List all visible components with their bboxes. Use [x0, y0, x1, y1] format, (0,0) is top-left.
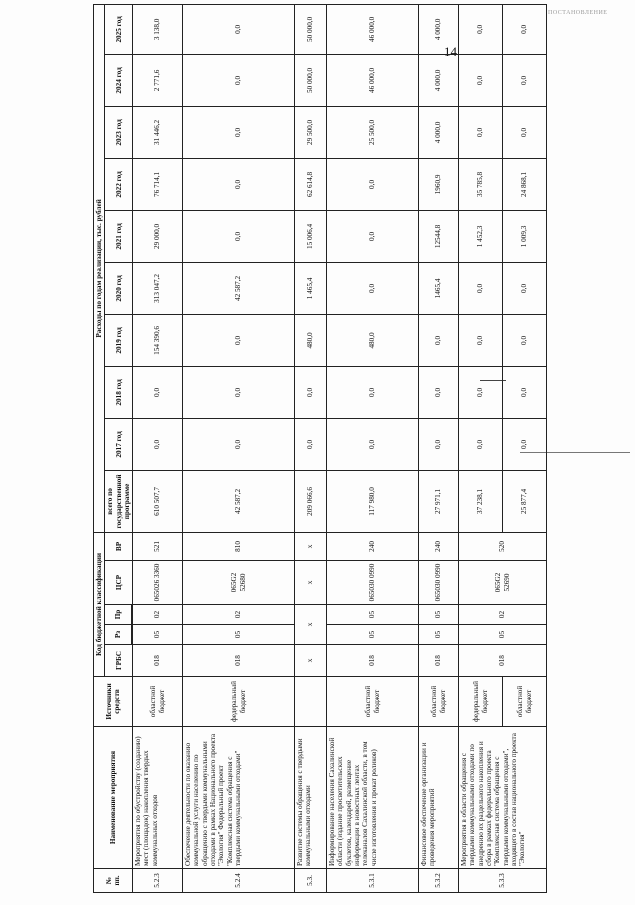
row-year-value: 2 771,6: [133, 54, 183, 106]
row-source: областной бюджет: [503, 677, 547, 727]
row-year-value: 0,0: [503, 54, 547, 106]
row-year-value: 0,0: [419, 418, 459, 470]
row-csr: 065030 0990: [327, 561, 419, 605]
col-csr-header: ЦСР: [105, 561, 133, 605]
row-csr: 065G2 52680: [183, 561, 295, 605]
row-year-value: 0,0: [327, 262, 419, 314]
row-year-value: 0,0: [327, 210, 419, 262]
table-row: [459, 4, 503, 892]
col-year-header: 2017 год: [105, 418, 133, 470]
table-row: [419, 4, 459, 892]
row-year-value: 0,0: [133, 366, 183, 418]
row-year-value: 0,0: [459, 366, 503, 418]
row-year-value: 0,0: [183, 106, 295, 158]
row-vr: 810: [183, 532, 295, 560]
row-year-value: 24 868,1: [503, 158, 547, 210]
row-year-value: 50 000,0: [295, 54, 327, 106]
row-year-value: 0,0: [183, 418, 295, 470]
row-pr: 05: [419, 605, 459, 625]
row-csr: х: [295, 561, 327, 605]
col-source-header: Источники средств: [94, 677, 133, 727]
row-grbs: х: [295, 645, 327, 677]
col-grbs-header: ГРБС: [105, 645, 133, 677]
row-year-value: 480,0: [327, 314, 419, 366]
row-year-value: 0,0: [503, 4, 547, 54]
row-year-value: 0,0: [183, 366, 295, 418]
col-year-header: 2024 год: [105, 54, 133, 106]
row-csr: 065030 0990: [419, 561, 459, 605]
row-total: 209 066,6: [295, 470, 327, 532]
row-num: 5.2.3: [133, 869, 183, 893]
row-year-value: 35 785,8: [459, 158, 503, 210]
row-year-value: 0,0: [459, 54, 503, 106]
row-csr: 065026 3360: [133, 561, 183, 605]
row-year-value: 0,0: [459, 106, 503, 158]
row-year-value: 29 000,0: [133, 210, 183, 262]
row-grbs: 018: [459, 645, 547, 677]
row-rz: 05: [133, 625, 183, 645]
page-number: 14: [444, 44, 457, 59]
row-rz-pr: х: [295, 605, 327, 645]
row-year-value: 0,0: [503, 366, 547, 418]
row-year-value: 12544,8: [419, 210, 459, 262]
col-expenses-group-header: Расходы по годам реализации, тыс. рублей: [94, 4, 105, 532]
row-year-value: 0,0: [183, 210, 295, 262]
row-year-value: 50 000,0: [295, 4, 327, 54]
row-rz: 05: [459, 625, 547, 645]
row-year-value: 25 500,0: [327, 106, 419, 158]
row-year-value: 0,0: [327, 366, 419, 418]
row-year-value: 0,0: [327, 158, 419, 210]
col-num-header: № пп.: [94, 869, 133, 893]
row-year-value: 0,0: [183, 4, 295, 54]
row-year-value: 1465,4: [419, 262, 459, 314]
row-year-value: 0,0: [503, 314, 547, 366]
table-row: [327, 4, 419, 892]
row-year-value: 0,0: [133, 418, 183, 470]
row-num: 5.3.: [295, 869, 327, 893]
row-vr: 520: [459, 532, 547, 560]
row-grbs: 018: [133, 645, 183, 677]
row-year-value: 76 714,1: [133, 158, 183, 210]
row-num: 5.3.2: [419, 869, 459, 893]
row-rz: 05: [183, 625, 295, 645]
row-source: федеральный бюджет: [459, 677, 503, 727]
row-source: федеральный бюджет: [183, 677, 295, 727]
col-code-group-header: Код бюджетной классификации: [94, 532, 105, 676]
row-csr: 065G2 52690: [459, 561, 547, 605]
row-year-value: 15 006,4: [295, 210, 327, 262]
row-total: 27 971,1: [419, 470, 459, 532]
row-name: Информирование населения Сахалинской области (издание просветительских буклетов, календарей, размещение информации в новостных лентах телеканалов Сахалинской области, в том числе изготовления и прокат роликов): [327, 727, 419, 869]
col-rz-header: Рз: [105, 625, 132, 645]
row-year-value: 0,0: [183, 158, 295, 210]
row-total: 610 507,7: [133, 470, 183, 532]
row-year-value: 480,0: [295, 314, 327, 366]
row-year-value: 31 446,2: [133, 106, 183, 158]
row-year-value: 313 047,2: [133, 262, 183, 314]
table-row: [133, 4, 183, 892]
row-year-value: 0,0: [503, 262, 547, 314]
budget-table: [93, 4, 547, 893]
row-grbs: 018: [327, 645, 419, 677]
row-name: Развитие системы обращения с твердыми коммунальными отходами: [295, 727, 327, 869]
col-pr-header: Пр: [105, 605, 132, 625]
row-vr: 521: [133, 532, 183, 560]
row-pr: 05: [327, 605, 419, 625]
row-year-value: 0,0: [459, 4, 503, 54]
row-year-value: 1 009,3: [503, 210, 547, 262]
row-source: областной бюджет: [327, 677, 419, 727]
row-year-value: 0,0: [419, 366, 459, 418]
col-name-header: Наименование мероприятия: [94, 727, 133, 869]
row-rz: 05: [327, 625, 419, 645]
row-year-value: 1960,9: [419, 158, 459, 210]
row-year-value: 4 000,0: [419, 106, 459, 158]
col-year-header: 2021 год: [105, 210, 133, 262]
col-year-header: 2020 год: [105, 262, 133, 314]
row-year-value: 0,0: [503, 418, 547, 470]
row-num: 5.2.4: [183, 869, 295, 893]
row-year-value: 0,0: [459, 418, 503, 470]
row-name: Финансовое обеспечение организации и проведения мероприятий: [419, 727, 459, 869]
table-row: [183, 4, 295, 892]
row-year-value: 1 452,3: [459, 210, 503, 262]
row-year-value: 0,0: [459, 314, 503, 366]
row-year-value: 1 465,4: [295, 262, 327, 314]
row-source: областной бюджет: [133, 677, 183, 727]
row-vr: 240: [419, 532, 459, 560]
row-year-value: 0,0: [295, 366, 327, 418]
row-year-value: 0,0: [459, 262, 503, 314]
row-year-value: 3 138,0: [133, 4, 183, 54]
row-num: 5.3.1: [327, 869, 419, 893]
row-year-value: 0,0: [183, 314, 295, 366]
row-year-value: 0,0: [183, 54, 295, 106]
row-year-value: 42 587,2: [183, 262, 295, 314]
row-vr: х: [295, 532, 327, 560]
col-year-header: 2018 год: [105, 366, 133, 418]
row-year-value: 0,0: [295, 418, 327, 470]
col-vr-header: ВР: [105, 532, 133, 560]
row-year-value: 46 000,0: [327, 4, 419, 54]
table-row: [295, 4, 327, 892]
row-year-value: 46 000,0: [327, 54, 419, 106]
row-total: 37 238,1: [459, 470, 503, 532]
row-year-value: 0,0: [419, 314, 459, 366]
row-pr: 02: [133, 605, 183, 625]
row-vr: 240: [327, 532, 419, 560]
row-year-value: 154 390,6: [133, 314, 183, 366]
col-year-header: 2022 год: [105, 158, 133, 210]
col-year-header: 2025 год: [105, 4, 133, 54]
row-grbs: 018: [419, 645, 459, 677]
row-grbs: 018: [183, 645, 295, 677]
row-name: Мероприятия в области обращения с твердыми коммунальными отходами по внедрению их раздельного накопления и сбора в рамках федерального проекта "Комплексная система обращения с твердыми коммунальными отходами", входящего в состав национального проекта "Экология": [459, 727, 547, 869]
faint-stamp-text: ПОСТАНОВЛЕНИЕ: [548, 10, 608, 16]
row-pr: 02: [183, 605, 295, 625]
col-year-header: 2019 год: [105, 314, 133, 366]
row-name: Мероприятия по обустройству (созданию) мест (площадок) накопления твердых коммунальных отходов: [133, 727, 183, 869]
col-total-header: всего по государственной программе: [105, 470, 133, 532]
row-year-value: 62 614,8: [295, 158, 327, 210]
row-year-value: 29 500,0: [295, 106, 327, 158]
row-total: 117 980,0: [327, 470, 419, 532]
row-rz: 05: [419, 625, 459, 645]
row-total: 25 877,4: [503, 470, 547, 532]
row-pr: 02: [459, 605, 547, 625]
row-year-value: 4 000,0: [419, 54, 459, 106]
row-total: 42 587,2: [183, 470, 295, 532]
row-name: Обеспечение деятельности по оказанию коммунальной услуги населению по обращению с твердыми коммунальными отходами в рамках Национального проекта "Экология" Федеральный проект "Комплексная система обращения с твердыми коммунальными отходами": [183, 727, 295, 869]
row-source: [295, 677, 327, 727]
col-year-header: 2023 год: [105, 106, 133, 158]
row-num: 5.3.3: [459, 869, 547, 893]
row-year-value: 0,0: [503, 106, 547, 158]
row-source: областной бюджет: [419, 677, 459, 727]
row-year-value: 0,0: [327, 418, 419, 470]
row-year-value: 4 000,0: [419, 4, 459, 54]
